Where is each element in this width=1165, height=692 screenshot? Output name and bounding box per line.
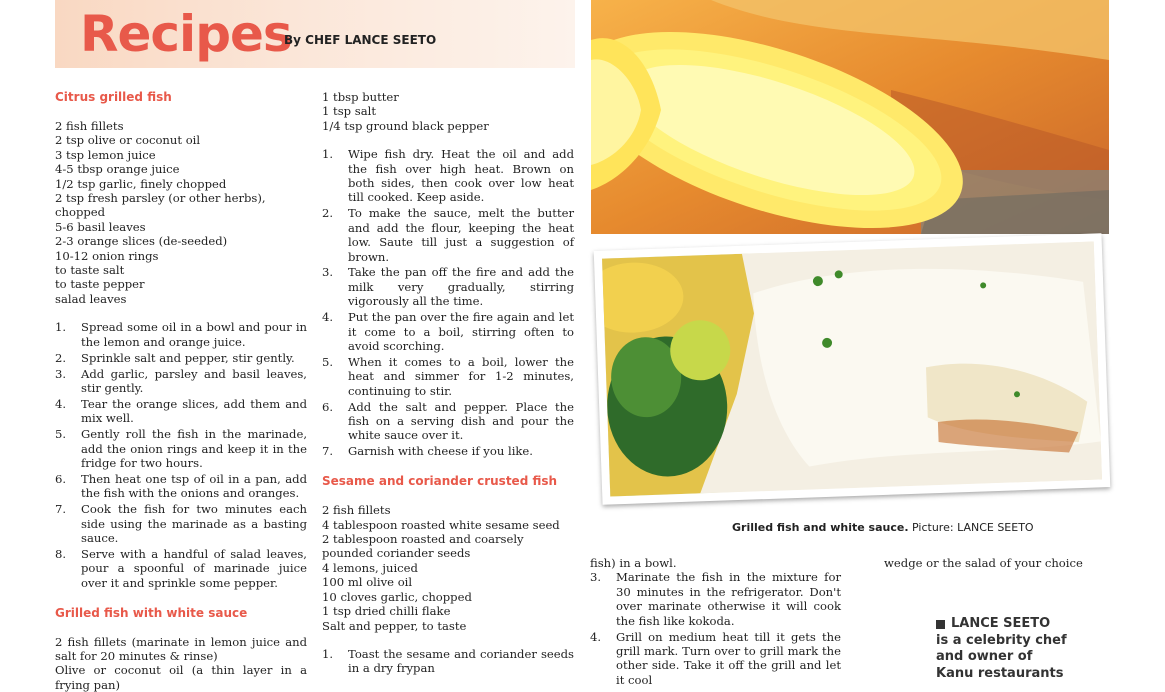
ingredient: 2 tablespoon roasted and coarsely pounded coriander seeds (322, 532, 524, 561)
page-title: Recipes (80, 5, 292, 63)
fish-white-sauce-photo (602, 241, 1102, 496)
ingredient: 1 tsp dried chilli flake (322, 604, 451, 619)
author-name: LANCE SEETO (951, 616, 1051, 631)
column-3 (590, 556, 841, 689)
method-step: 2. Sprinkle salt and pepper, stir gently. (55, 350, 295, 365)
ingredient: 4 tablespoon roasted white sesame seed (322, 517, 560, 532)
method-step: 3. Take the pan off the fire and add the milk very gradually, stirring vigorously all the time. (322, 265, 574, 309)
ingredient: 10-12 onion rings (55, 248, 159, 263)
caption-text: Grilled fish and white sauce. (732, 521, 909, 534)
recipe-title-citrus: Citrus grilled fish (55, 90, 172, 104)
fish-white-sauce-illustration (602, 241, 1102, 496)
method-step: 5. Gently roll the fish in the marinade, add the onion rings and keep it in the fridge for two hours. (55, 427, 307, 470)
method-list (322, 147, 574, 459)
continuation-text: wedge or the salad of your choice (884, 556, 1083, 570)
photo-frame (594, 233, 1111, 505)
method-step: 3. Add garlic, parsley and basil leaves, stir gently. (55, 366, 307, 395)
caption-credit: Picture: LANCE SEETO (912, 521, 1034, 534)
bio-line: Kanu restaurants (936, 665, 1064, 681)
ingredient: 1 tsp salt (322, 104, 377, 119)
column-2 (322, 90, 574, 677)
ingredient: 2 tsp fresh parsley (or other herbs), chopped (55, 191, 266, 220)
ingredient: 2 fish fillets (marinate in lemon juice and salt for 20 minutes & rinse) (55, 634, 307, 663)
method-step: 1. Spread some oil in a bowl and pour in the lemon and orange juice. (55, 320, 307, 349)
ingredient: 3 tsp lemon juice (55, 147, 156, 162)
continuation-text: fish) in a bowl. (590, 556, 677, 570)
ingredient: to taste pepper (55, 277, 145, 292)
ingredient: 2 fish fillets (55, 119, 124, 133)
ingredient: 5-6 basil leaves (55, 219, 146, 234)
ingredient-list (55, 119, 307, 306)
ingredient: to taste salt (55, 263, 125, 278)
method-step: 6. Add the salt and pepper. Place the fish on a serving dish and pour the white sauce over it. (322, 399, 574, 443)
photo-caption (732, 521, 1034, 534)
method-list (322, 647, 574, 676)
column-1 (55, 90, 307, 692)
bio-line: and owner of (936, 649, 1033, 664)
bio-line: is a celebrity chef (936, 632, 1067, 648)
ingredient: 10 cloves garlic, chopped (322, 589, 472, 604)
method-step: 2. To make the sauce, melt the butter and add the flour, keeping the heat low. Saute till just a suggestion of brown. (322, 206, 574, 264)
ingredient: 4 lemons, juiced (322, 560, 418, 575)
method-step: 5. When it comes to a boil, lower the heat and simmer for 1-2 minutes, continuing to stir. (322, 354, 574, 398)
method-step: 8. Serve with a handful of salad leaves, pour a spoonful of marinade juice over it and sprinkle some pepper. (55, 546, 307, 590)
ingredient: 1 tbsp butter (322, 90, 399, 104)
ingredient: 2 fish fillets (322, 503, 391, 518)
method-step: 1. Toast the sesame and coriander seeds in a dry frypan (322, 646, 574, 676)
ingredient: salad leaves (55, 291, 127, 306)
salmon-lemon-photo (591, 0, 1109, 234)
salmon-lemon-illustration (591, 0, 1109, 234)
column-4 (884, 556, 1104, 570)
method-step: 7. Garnish with cheese if you like. (322, 444, 533, 459)
method-list (590, 570, 841, 687)
method-list (55, 320, 307, 590)
recipe-title-sesame: Sesame and coriander crusted fish (322, 474, 558, 489)
ingredient: 2-3 orange slices (de-seeded) (55, 234, 228, 249)
author-bio (936, 616, 1116, 682)
ingredient: 100 ml olive oil (322, 575, 413, 590)
byline: By CHEF LANCE SEETO (284, 33, 437, 47)
method-step: 3. Marinate the fish in the mixture for 30 minutes in the refrigerator. Don't over marinate otherwise it will cook the fish like kokoda. (590, 570, 841, 628)
ingredient: 4-5 tbsp orange juice (55, 162, 180, 177)
ingredient: Olive or coconut oil (a thin layer in a frying pan) (55, 663, 307, 692)
ingredient: Salt and pepper, to taste (322, 618, 467, 633)
bullet-square-icon (936, 620, 945, 629)
method-step: 1. Wipe fish dry. Heat the oil and add the fish over high heat. Brown on both sides, then cook over low heat till cooked. Keep aside. (322, 147, 574, 205)
method-step: 7. Cook the fish for two minutes each side using the marinade as a basting sauce. (55, 502, 307, 545)
method-step: 4. Tear the orange slices, add them and mix well. (55, 396, 307, 426)
method-step: 6. Then heat one tsp of oil in a pan, add the fish with the onions and oranges. (55, 471, 307, 501)
recipe-title-white-sauce: Grilled fish with white sauce (55, 605, 248, 620)
ingredient: 1/4 tsp ground black pepper (322, 118, 489, 133)
ingredient: 2 tsp olive or coconut oil (55, 133, 201, 148)
ingredient: 1/2 tsp garlic, finely chopped (55, 176, 227, 191)
method-step: 4. Put the pan over the fire again and let it come to a boil, stirring often to avoid scorching. (322, 310, 574, 353)
method-step: 4. Grill on medium heat till it gets the grill mark. Turn over to grill mark the other side. Take it off the grill and let it cool (590, 629, 841, 687)
